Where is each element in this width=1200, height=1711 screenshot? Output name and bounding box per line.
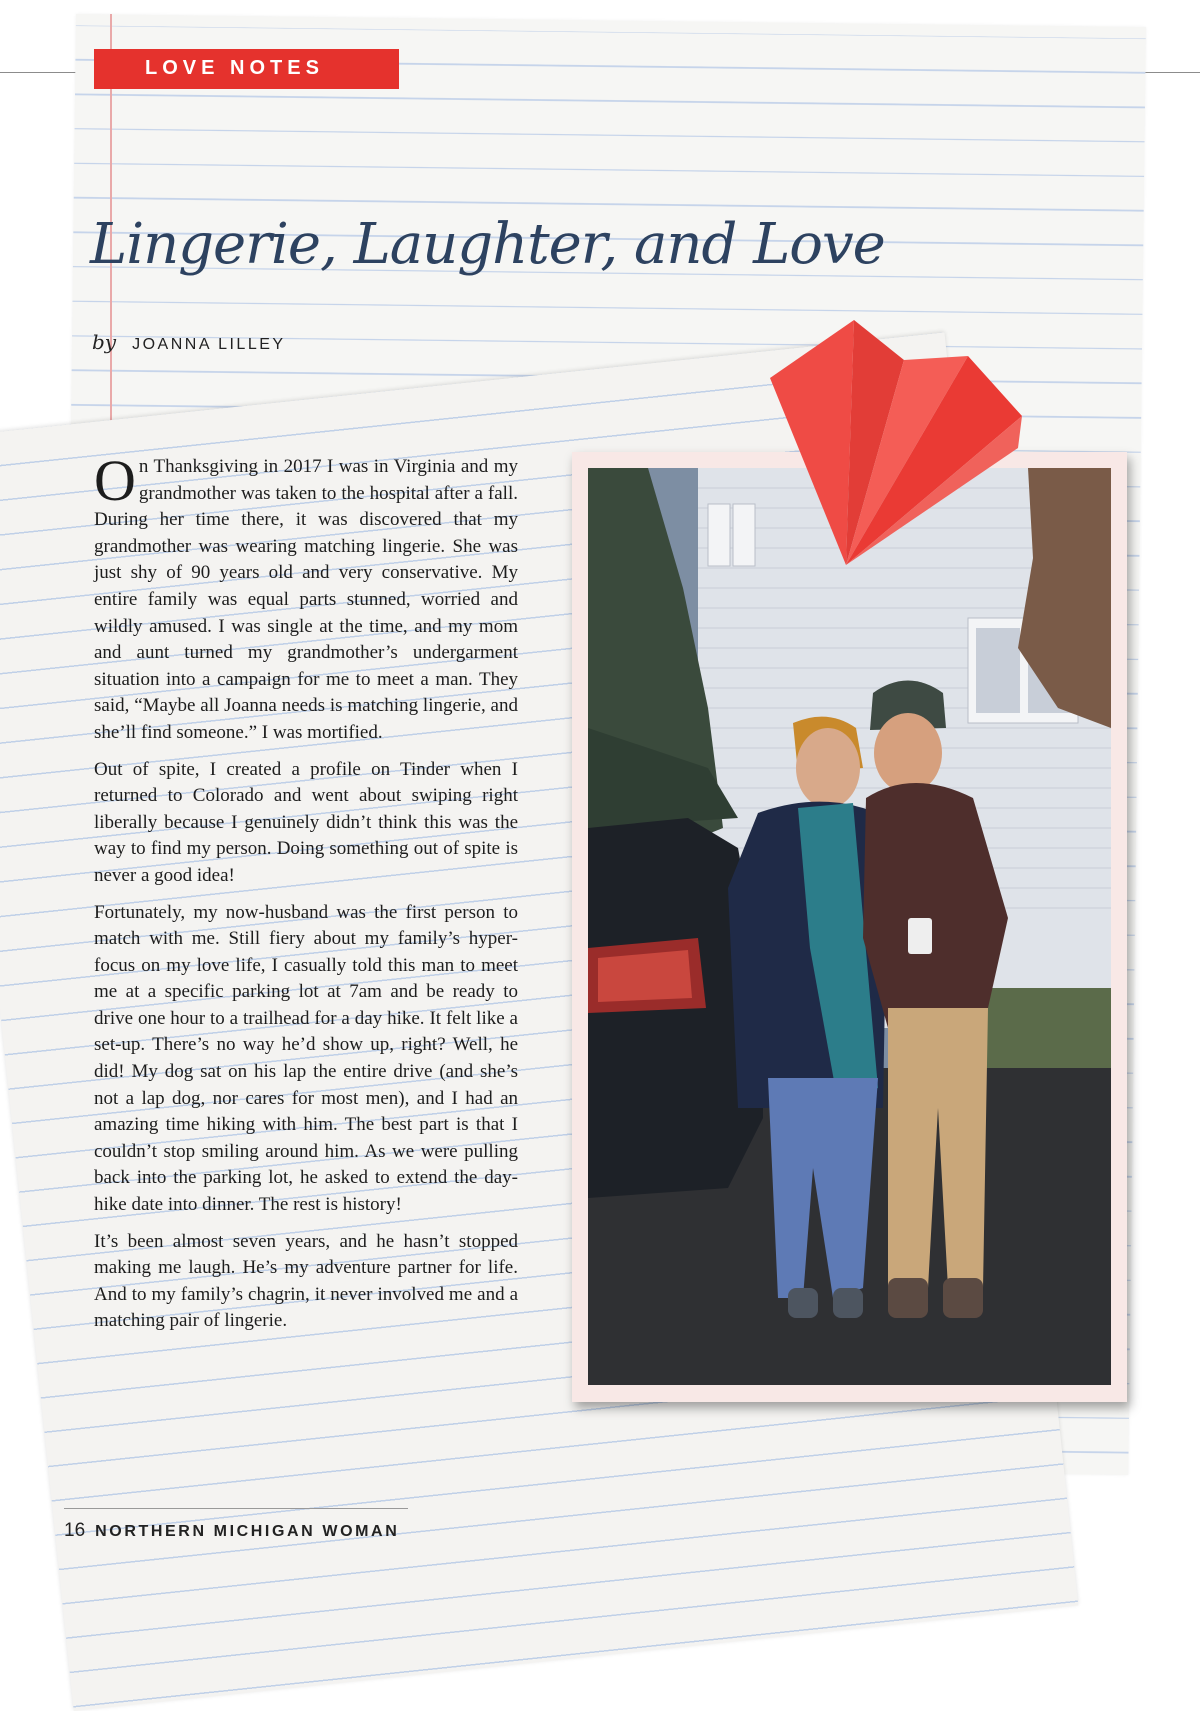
couple-photo: [588, 468, 1111, 1385]
section-label: [94, 49, 399, 89]
footer-rule: [64, 1508, 408, 1509]
byline-prefix: by: [92, 330, 117, 354]
origami-heart-icon: [768, 320, 1028, 570]
byline: [92, 330, 286, 354]
photo-frame: [572, 452, 1127, 1402]
publication-name: NORTHERN MICHIGAN WOMAN: [95, 1523, 400, 1540]
paragraph-3: Fortunately, my now-husband was the first person to match with me. Still fiery about my family’s hyper-focus on my love life, I casually told this man to meet me at a specific parking lot at 7am and be ready to drive one hour to a trailhead for a day hike. It felt like a set-up. There’s no way he’d show up, right? Well, he did! My dog sat on his lap the entire drive (and she’s not a lap dog, nor cares for most men), and I had an amazing time hiking with him. The best part is that I couldn’t stop smiling around him. As we were pulling back into the parking lot, he asked to extend the day-hike date into dinner. The rest is history!: [94, 901, 518, 1216]
paragraph-2: Out of spite, I created a profile on Tinder when I returned to Colorado and went about swiping right liberally because I genuinely didn’t think this was the way to find my person. Doing something out of spite is never a good idea!: [94, 758, 518, 886]
author-name: JOANNA LILLEY: [132, 336, 286, 353]
section-label-text: LOVE NOTES: [145, 57, 324, 79]
paragraph-4: It’s been almost seven years, and he hasn’t stopped making me laugh. He’s my adventure partner for life. And to my family’s chagrin, it never involved me and a matching pair of lingerie.: [94, 1230, 518, 1332]
paragraph-1-text: n Thanksgiving in 2017 I was in Virginia and my grandmother was taken to the hospital after a fall. During her time there, it was discovered that my grandmother was wearing matching lingerie. She was just shy of 90 years old and very conservative. My entire family was equal parts stunned, worried and wildly amused. I was single at the time, and my mom and aunt turned my grandmother’s undergarment situation into a campaign for me to meet a man. They said, “Maybe all Joanna needs is matching lingerie, and she’ll find someone.” I was mortified.: [94, 456, 518, 743]
article-body: [94, 448, 518, 1345]
drop-cap: O: [94, 448, 136, 513]
article-title: Lingerie, Laughter, and Love: [90, 212, 885, 277]
page-number: 16: [64, 1520, 86, 1541]
paragraph-1: [94, 448, 518, 747]
page-footer: [64, 1520, 399, 1542]
